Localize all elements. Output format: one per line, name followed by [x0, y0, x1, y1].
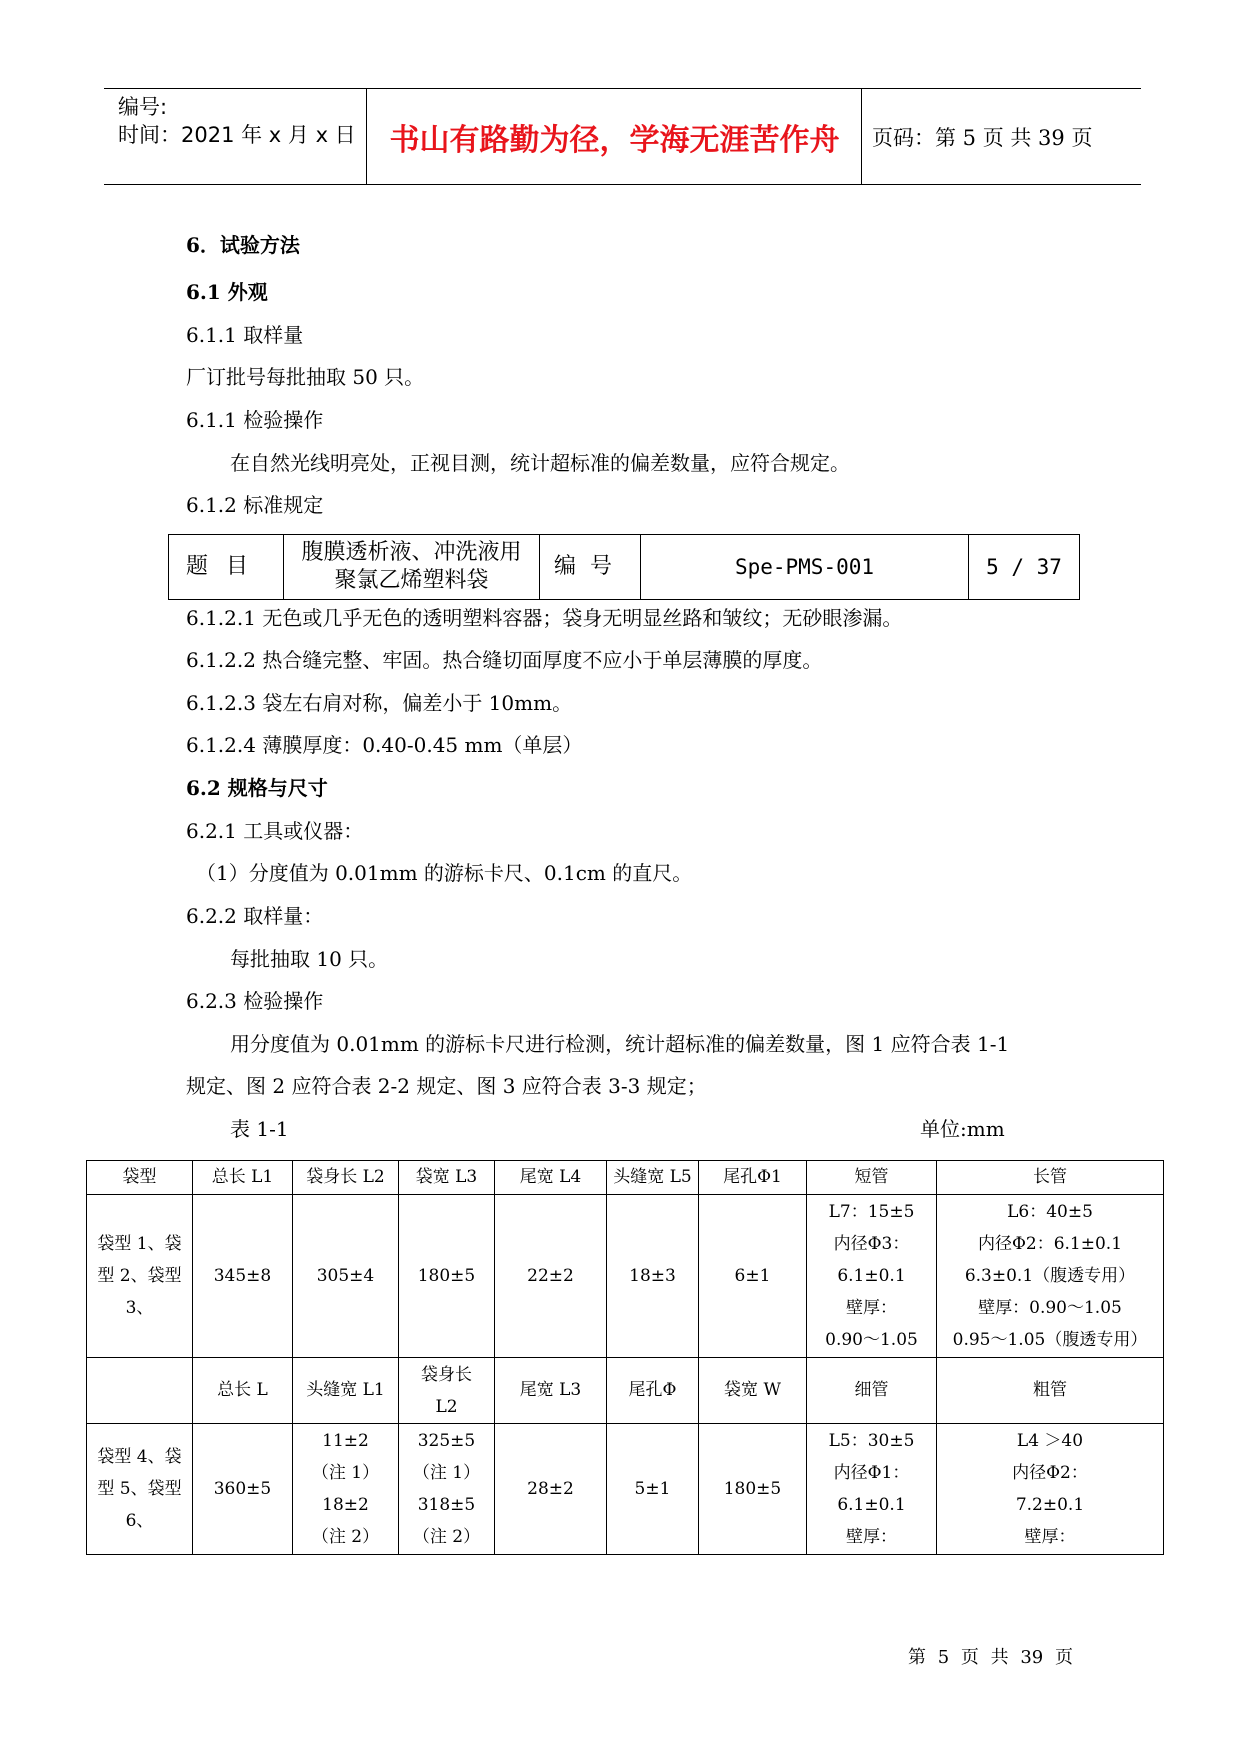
section-6-heading: 6．试验方法	[186, 233, 300, 257]
code-label: 编号	[540, 535, 641, 599]
table-header-cell: 尾宽 L3	[495, 1358, 607, 1424]
table-row	[87, 1195, 1164, 1358]
table-header-row	[87, 1161, 1164, 1195]
table-header-cell: 细管	[807, 1358, 937, 1424]
title-label: 题目	[169, 535, 284, 599]
table-header-row	[87, 1358, 1164, 1424]
header-number: 编号:	[118, 95, 168, 119]
table-cell-short-tube: L7：15±5 内径Φ3： 6.1±0.1 壁厚： 0.90～1.05	[807, 1195, 937, 1358]
table-header-cell: 头缝宽 L5	[607, 1161, 699, 1195]
table-header-cell: 总长 L	[193, 1358, 293, 1424]
table-header-cell: 袋型	[87, 1161, 193, 1195]
page-footer: 第 5 页 共 39 页	[908, 1647, 1073, 1668]
header-page-info: 页码：第 5 页 共 39 页	[872, 125, 1093, 150]
table-header-cell: 短管	[807, 1161, 937, 1195]
table-cell-thin-tube: L5：30±5 内径Φ1： 6.1±0.1 壁厚：	[807, 1424, 937, 1555]
table-header-cell: 粗管	[937, 1358, 1164, 1424]
section-6-1-1a: 6.1.1 取样量	[186, 323, 304, 347]
header-motto: 书山有路勤为径，学海无涯苦作舟	[389, 122, 840, 158]
document-code: Spe-PMS-001	[641, 535, 969, 599]
table-header-cell	[87, 1358, 193, 1424]
header-divider	[861, 89, 862, 184]
section-6-1-2-1: 6.1.2.1 无色或几乎无色的透明塑料容器；袋身无明显丝路和皱纹；无砂眼渗漏。	[186, 606, 903, 630]
section-6-2-1-text: （1）分度值为 0.01mm 的游标卡尺、0.1cm 的直尺。	[196, 861, 693, 885]
table-row	[87, 1424, 1164, 1555]
document-page: 5 / 37	[986, 555, 1062, 579]
document-title-line2: 聚氯乙烯塑料袋	[334, 568, 489, 593]
spec-table	[86, 1160, 1164, 1555]
section-6-1-2-2: 6.1.2.2 热合缝完整、牢固。热合缝切面厚度不应小于单层薄膜的厚度。	[186, 648, 823, 672]
document-title	[284, 535, 540, 599]
table-header-cell: 总长 L1	[193, 1161, 293, 1195]
table-header-cell: 头缝宽 L1	[293, 1358, 399, 1424]
table-cell: 18±3	[607, 1195, 699, 1358]
table-cell-long-tube: L6：40±5 内径Φ2：6.1±0.1 6.3±0.1（腹透专用） 壁厚：0.90～1.05 0.95～1.05（腹透专用）	[937, 1195, 1164, 1358]
table-cell: 325±5 （注 1） 318±5 （注 2）	[399, 1424, 495, 1555]
section-6-1-2-4: 6.1.2.4 薄膜厚度：0.40-0.45 mm（单层）	[186, 733, 583, 757]
table-cell: 11±2 （注 1） 18±2 （注 2）	[293, 1424, 399, 1555]
section-6-1-1a-text: 厂订批号每批抽取 50 只。	[186, 365, 425, 389]
table-header-cell: 袋宽 L3	[399, 1161, 495, 1195]
table-cell: 5±1	[607, 1424, 699, 1555]
section-6-2-1: 6.2.1 工具或仪器：	[186, 819, 364, 843]
header-meta	[118, 93, 356, 149]
table-header-cell: 尾孔Φ	[607, 1358, 699, 1424]
section-6-2-3: 6.2.3 检验操作	[186, 989, 324, 1013]
section-6-2-3-text1: 用分度值为 0.01mm 的游标卡尺进行检测，统计超标准的偏差数量，图 1 应符合表 1-1	[230, 1032, 1010, 1056]
section-6-1-1b: 6.1.1 检验操作	[186, 408, 324, 432]
table-cell: 28±2	[495, 1424, 607, 1555]
table-cell: 305±4	[293, 1195, 399, 1358]
document-title-box	[168, 534, 1080, 600]
section-6-2-heading: 6.2 规格与尺寸	[186, 776, 328, 800]
section-6-1-2: 6.1.2 标准规定	[186, 493, 324, 517]
table-header-cell: 尾孔Φ1	[699, 1161, 807, 1195]
section-6-1-heading: 6.1 外观	[186, 280, 268, 304]
section-6-2-3-text2: 规定、图 2 应符合表 2-2 规定、图 3 应符合表 3-3 规定；	[186, 1074, 707, 1098]
table-cell: 6±1	[699, 1195, 807, 1358]
table-unit: 单位:mm	[920, 1117, 1005, 1141]
table-cell: 180±5	[399, 1195, 495, 1358]
table-cell: 180±5	[699, 1424, 807, 1555]
table-caption: 表 1-1	[230, 1117, 289, 1141]
section-6-1-2-3: 6.1.2.3 袋左右肩对称，偏差小于 10mm。	[186, 691, 573, 715]
table-header-cell: 长管	[937, 1161, 1164, 1195]
header-time: 时间：2021 年 x 月 x 日	[118, 123, 356, 147]
page-header	[104, 88, 1141, 185]
table-cell: 360±5	[193, 1424, 293, 1555]
document-title-line1: 腹膜透析液、冲洗液用	[301, 540, 522, 565]
table-cell: 22±2	[495, 1195, 607, 1358]
section-6-2-2-text: 每批抽取 10 只。	[230, 947, 389, 971]
table-cell: 345±8	[193, 1195, 293, 1358]
table-header-cell: 袋身长 L2	[293, 1161, 399, 1195]
table-header-cell: 尾宽 L4	[495, 1161, 607, 1195]
section-6-1-1b-text: 在自然光线明亮处，正视目测，统计超标准的偏差数量，应符合规定。	[230, 451, 850, 475]
table-header-cell: 袋身长 L2	[399, 1358, 495, 1424]
header-divider	[366, 89, 367, 184]
table-cell-bag-type: 袋型 1、袋 型 2、袋型 3、	[87, 1195, 193, 1358]
table-cell-bag-type: 袋型 4、袋 型 5、袋型 6、	[87, 1424, 193, 1555]
table-cell-thick-tube: L4 ＞40 内径Φ2： 7.2±0.1 壁厚：	[937, 1424, 1164, 1555]
table-header-cell: 袋宽 W	[699, 1358, 807, 1424]
section-6-2-2: 6.2.2 取样量：	[186, 904, 324, 928]
